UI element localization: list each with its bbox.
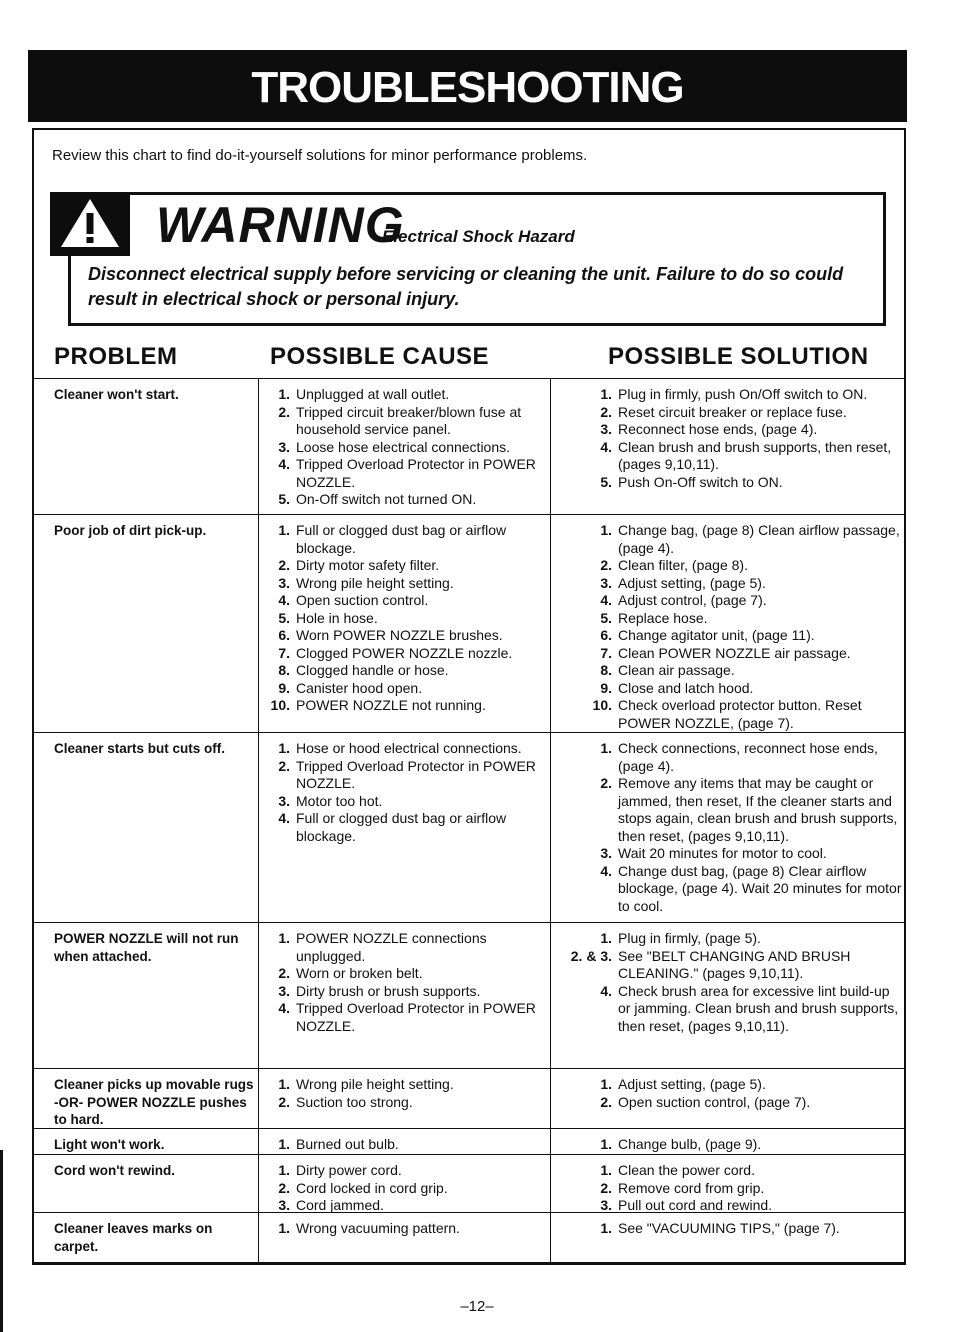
item-number: 1. [600, 1076, 612, 1092]
cause-item [262, 697, 540, 715]
cause-cell [262, 1136, 540, 1154]
row-divider [32, 922, 906, 923]
cause-cell [262, 1162, 540, 1215]
solution-cell [564, 1220, 902, 1238]
item-number: 3. [600, 845, 612, 861]
cause-item [262, 1094, 540, 1112]
item-number: 5. [600, 609, 612, 626]
solution-item [564, 1220, 902, 1238]
solution-item [564, 1162, 902, 1180]
item-text: Adjust control, (page 7). [618, 592, 767, 608]
solution-item [564, 930, 902, 948]
cause-item [262, 645, 540, 663]
item-number: 2. [278, 1093, 290, 1110]
item-number: 1. [600, 522, 612, 538]
solution-cell [564, 522, 902, 732]
solution-item [564, 1094, 902, 1112]
item-text: Check brush area for excessive lint build-up or jamming. Clean brush and brush supports, then reset, (pages 9,10,11). [618, 982, 899, 1034]
problem-cell: Cleaner leaves marks on carpet. [54, 1221, 213, 1254]
item-number: 1. [278, 930, 290, 946]
solution-item [564, 845, 902, 863]
item-text: Tripped Overload Protector in POWER NOZZLE. [296, 1000, 536, 1034]
warning-triangle-icon [58, 196, 122, 250]
item-number: 1. [278, 1136, 290, 1152]
item-text: Worn or broken belt. [296, 965, 423, 981]
item-number: 10. [592, 697, 612, 713]
cause-item [262, 557, 540, 575]
row-divider [32, 1068, 906, 1069]
row-divider [32, 732, 906, 733]
item-number: 7. [278, 644, 290, 661]
item-text: Check connections, reconnect hose ends, (page 4). [618, 740, 878, 774]
item-text: Dirty power cord. [296, 1162, 402, 1178]
row-divider [32, 378, 906, 379]
column-divider [258, 378, 259, 1264]
item-text: On-Off switch not turned ON. [296, 491, 477, 507]
solution-item [564, 1136, 902, 1154]
item-text: Clogged handle or hose. [296, 662, 449, 678]
item-number: 2. [600, 403, 612, 420]
item-text: Reconnect hose ends, (page 4). [618, 421, 818, 437]
item-number: 4. [600, 438, 612, 455]
cause-item [262, 1180, 540, 1198]
cause-cell [262, 930, 540, 1035]
item-text: Wrong pile height setting. [296, 574, 454, 591]
page-title: TROUBLESHOOTING [251, 63, 684, 112]
item-number: 1. [600, 386, 612, 402]
solution-item [564, 1076, 902, 1094]
solution-item [564, 863, 902, 916]
cause-item [262, 810, 540, 845]
item-text: Remove cord from grip. [618, 1179, 765, 1196]
item-text: Reset circuit breaker or replace fuse. [618, 403, 847, 420]
item-number: 8. [600, 662, 612, 678]
item-text: Dirty brush or brush supports. [296, 982, 481, 999]
item-number: 3. [278, 792, 290, 809]
cause-item [262, 1197, 540, 1215]
cause-cell [262, 386, 540, 509]
solution-item [564, 575, 902, 593]
problem-cell: Cleaner picks up movable rugs -OR- POWER NOZZLE pushes to hard. [54, 1077, 254, 1127]
row-divider [32, 1264, 906, 1265]
warning-word: WARNING [156, 197, 405, 253]
solution-item [564, 610, 902, 628]
solution-item [564, 680, 902, 698]
cause-item [262, 439, 540, 457]
item-number: 4. [600, 982, 612, 999]
problem-cell: Light won't work. [54, 1137, 165, 1152]
item-number: 3. [278, 1197, 290, 1213]
solution-item [564, 421, 902, 439]
cause-cell [262, 1076, 540, 1111]
solution-item [564, 740, 902, 775]
cause-item [262, 491, 540, 509]
item-text: Canister hood open. [296, 679, 423, 696]
problem-cell: Cord won't rewind. [54, 1163, 175, 1178]
cause-item [262, 1136, 540, 1154]
cause-item [262, 793, 540, 811]
cause-item [262, 1076, 540, 1094]
cause-item [262, 456, 540, 491]
item-number: 1. [600, 1220, 612, 1236]
item-number: 5. [278, 609, 290, 626]
item-text: Open suction control. [296, 592, 429, 608]
solution-item [564, 1180, 902, 1198]
item-text: Full or clogged dust bag or airflow blockage. [296, 810, 507, 844]
item-number: 3. [600, 1197, 612, 1213]
item-text: Clean brush and brush supports, then reset, (pages 9,10,11). [618, 438, 892, 472]
item-text: Clean air passage. [618, 662, 735, 678]
item-text: Tripped Overload Protector in POWER NOZZLE. [296, 757, 536, 791]
item-text: Close and latch hood. [618, 679, 754, 696]
item-number: 4. [600, 862, 612, 879]
solution-item [564, 697, 902, 732]
item-number: 2. [278, 557, 290, 573]
item-text: Tripped circuit breaker/blown fuse at household service panel. [296, 403, 522, 437]
solution-item [564, 474, 902, 492]
cause-item [262, 1162, 540, 1180]
solution-cell [564, 1136, 902, 1154]
item-text: See "VACUUMING TIPS," (page 7). [618, 1220, 840, 1236]
item-number: 3. [600, 574, 612, 591]
item-text: Push On-Off switch to ON. [618, 473, 783, 490]
item-text: Clean POWER NOZZLE air passage. [618, 644, 851, 661]
item-number: 1. [278, 1162, 290, 1178]
item-number: 6. [278, 627, 290, 643]
warning-text: Disconnect electrical supply before servicing or cleaning the unit. Failure to do so could result in electrical shock or personal injury. [88, 264, 844, 309]
problem-cell: POWER NOZZLE will not run when attached. [54, 931, 239, 964]
cause-item [262, 930, 540, 965]
solution-cell [564, 1162, 902, 1215]
item-text: Adjust setting, (page 5). [618, 1076, 766, 1092]
item-text: Dirty motor safety filter. [296, 557, 440, 573]
item-number: 2. [278, 1179, 290, 1196]
item-number: 7. [600, 644, 612, 661]
item-number: 5. [278, 491, 290, 507]
item-text: Wait 20 minutes for motor to cool. [618, 845, 827, 861]
solution-item [564, 948, 902, 983]
solution-item [564, 557, 902, 575]
cause-item [262, 522, 540, 557]
item-number: 2. [278, 757, 290, 774]
item-text: Wrong pile height setting. [296, 1076, 454, 1092]
solution-cell [564, 1076, 902, 1111]
item-number: 2. [600, 1179, 612, 1196]
cause-item [262, 404, 540, 439]
problem-cell: Cleaner starts but cuts off. [54, 741, 226, 756]
item-text: Hole in hose. [296, 609, 378, 626]
item-text: Adjust setting, (page 5). [618, 574, 766, 591]
solution-item [564, 386, 902, 404]
item-number: 1. [278, 522, 290, 538]
item-text: POWER NOZZLE connections unplugged. [296, 930, 487, 964]
solution-item [564, 983, 902, 1036]
cause-item [262, 627, 540, 645]
cause-item [262, 983, 540, 1001]
item-number: 2. [600, 1093, 612, 1110]
solution-item [564, 645, 902, 663]
cause-cell [262, 1220, 540, 1238]
item-number: 1. [600, 1136, 612, 1152]
item-number: 8. [278, 662, 290, 678]
solution-item [564, 627, 902, 645]
item-number: 1. [278, 1220, 290, 1236]
item-text: Cord jammed. [296, 1197, 384, 1213]
item-number: 9. [278, 679, 290, 696]
cause-item [262, 680, 540, 698]
item-text: Plug in firmly, push On/Off switch to ON. [618, 386, 868, 402]
cause-item [262, 575, 540, 593]
item-number: 10. [270, 697, 290, 713]
item-number: 1. [278, 1076, 290, 1092]
row-divider [32, 1154, 906, 1155]
solution-item [564, 439, 902, 474]
item-text: Replace hose. [618, 609, 708, 626]
item-text: Suction too strong. [296, 1093, 413, 1110]
cause-item [262, 740, 540, 758]
header-solution: POSSIBLE SOLUTION [608, 343, 869, 370]
item-number: 1. [600, 930, 612, 946]
item-text: Check overload protector button. Reset POWER NOZZLE, (page 7). [618, 697, 862, 731]
item-text: Worn POWER NOZZLE brushes. [296, 627, 503, 643]
item-number: 9. [600, 679, 612, 696]
item-text: Cord locked in cord grip. [296, 1179, 448, 1196]
intro-text: Review this chart to find do-it-yourself solutions for minor performance problems. [52, 147, 588, 164]
item-text: Hose or hood electrical connections. [296, 740, 522, 756]
item-text: Full or clogged dust bag or airflow blockage. [296, 522, 507, 556]
item-text: Clean the power cord. [618, 1162, 755, 1178]
item-number: 4. [278, 456, 290, 472]
cause-item [262, 610, 540, 628]
item-text: Change bag, (page 8) Clean airflow passage, (page 4). [618, 522, 900, 556]
item-number: 3. [278, 438, 290, 455]
problem-cell: Poor job of dirt pick-up. [54, 523, 207, 538]
header-cause: POSSIBLE CAUSE [270, 343, 490, 370]
cause-item [262, 965, 540, 983]
item-text: Unplugged at wall outlet. [296, 386, 450, 402]
page-number: –12– [460, 1298, 494, 1315]
item-text: Change dust bag, (page 8) Clear airflow blockage, (page 4). Wait 20 minutes for motor to cool. [618, 862, 902, 914]
item-number: 4. [278, 1000, 290, 1016]
cause-item [262, 592, 540, 610]
item-number: 2. [600, 775, 612, 791]
solution-item [564, 592, 902, 610]
item-text: Motor too hot. [296, 792, 383, 809]
cause-item [262, 1000, 540, 1035]
solution-cell [564, 740, 902, 915]
item-number: 4. [278, 592, 290, 608]
item-number: 1. [278, 740, 290, 756]
item-number: 2. [278, 403, 290, 420]
column-divider [550, 378, 551, 1264]
solution-item [564, 522, 902, 557]
item-number: 5. [600, 473, 612, 490]
row-divider [32, 514, 906, 515]
item-text: Open suction control, (page 7). [618, 1093, 811, 1110]
solution-cell [564, 930, 902, 1035]
item-text: Loose hose electrical connections. [296, 438, 511, 455]
item-number: 2. & 3. [570, 947, 612, 964]
item-number: 4. [278, 810, 290, 826]
cause-item [262, 662, 540, 680]
header-problem: PROBLEM [54, 343, 178, 370]
item-number: 4. [600, 592, 612, 608]
cause-cell [262, 522, 540, 715]
title-bar [28, 50, 907, 122]
item-number: 3. [278, 574, 290, 591]
solution-item [564, 404, 902, 422]
solution-item [564, 662, 902, 680]
item-text: Tripped Overload Protector in POWER NOZZLE. [296, 456, 536, 490]
item-text: POWER NOZZLE not running. [296, 697, 486, 713]
item-text: Plug in firmly, (page 5). [618, 930, 761, 946]
item-text: Clean filter, (page 8). [618, 557, 748, 573]
cause-item [262, 386, 540, 404]
cause-item [262, 758, 540, 793]
item-text: See "BELT CHANGING AND BRUSH CLEANING." (pages 9,10,11). [618, 947, 851, 981]
item-number: 1. [278, 386, 290, 402]
item-text: Change agitator unit, (page 11). [618, 627, 815, 643]
item-number: 3. [600, 421, 612, 437]
item-text: Pull out cord and rewind. [618, 1197, 773, 1213]
cause-cell [262, 740, 540, 845]
solution-cell [564, 386, 902, 491]
item-number: 2. [600, 557, 612, 573]
item-text: Wrong vacuuming pattern. [296, 1220, 460, 1236]
item-number: 1. [600, 1162, 612, 1178]
warning-flag [50, 192, 130, 256]
item-text: Remove any items that may be caught or jammed, then reset, If the cleaner starts and stops again, clean brush and brush supports, then reset, (pages 9,10,11). [618, 775, 898, 844]
cause-item [262, 1220, 540, 1238]
item-text: Change bulb, (page 9). [618, 1136, 762, 1152]
item-text: Burned out bulb. [296, 1136, 399, 1152]
solution-item [564, 775, 902, 845]
item-number: 3. [278, 982, 290, 999]
problem-cell: Cleaner won't start. [54, 387, 179, 402]
item-number: 2. [278, 965, 290, 981]
solution-item [564, 1197, 902, 1215]
item-number: 1. [600, 740, 612, 756]
warning-subtitle: Electrical Shock Hazard [382, 227, 575, 246]
item-number: 6. [600, 627, 612, 643]
page-edge-mark [0, 1150, 3, 1332]
item-text: Clogged POWER NOZZLE nozzle. [296, 644, 513, 661]
